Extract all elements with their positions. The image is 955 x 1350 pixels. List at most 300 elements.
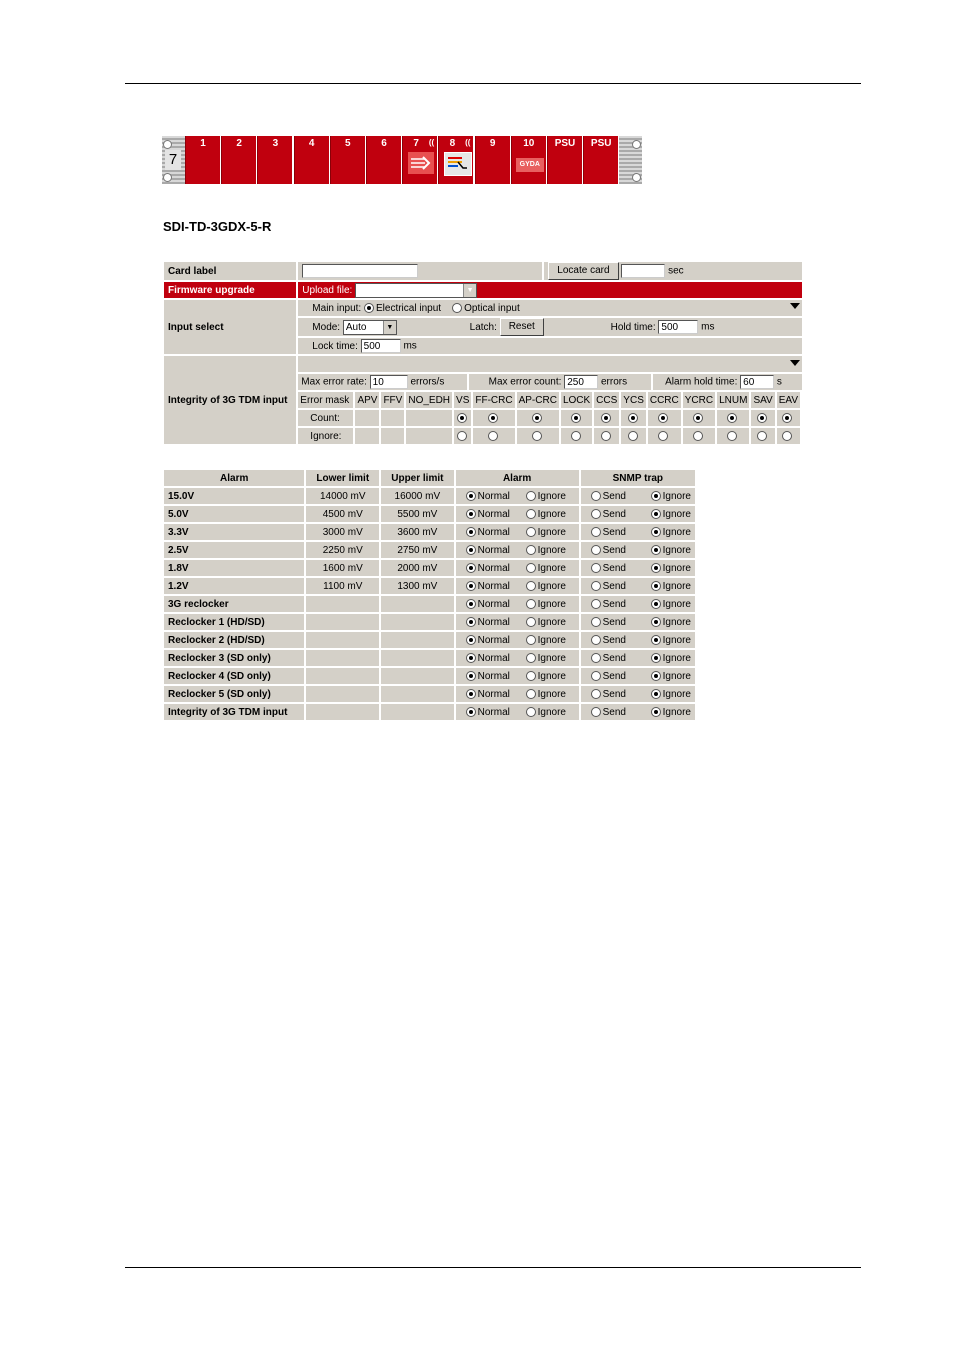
alarm-name: Integrity of 3G TDM input: [163, 703, 305, 721]
mask-cell: [380, 427, 405, 444]
normal-label: Normal: [477, 598, 510, 610]
normal-radio[interactable]: [466, 671, 476, 681]
send-radio[interactable]: [591, 563, 601, 573]
slot-label: PSU: [554, 138, 576, 149]
normal-label: Normal: [477, 616, 510, 628]
card-title: SDI-TD-3GDX-5-R: [163, 219, 272, 234]
alarm-name: 2.5V: [163, 541, 305, 559]
snmp-trap-cell: [580, 523, 696, 541]
rack-slot-5[interactable]: [330, 136, 365, 184]
max-error-count-label: Max error count:: [488, 376, 562, 388]
send-label: Send: [602, 508, 626, 520]
upper-limit: [380, 667, 455, 685]
locate-card-button[interactable]: Locate card: [548, 262, 618, 280]
slot-label: 7: [413, 138, 419, 149]
ignore-radio[interactable]: [526, 527, 536, 537]
ignore-radio[interactable]: [526, 635, 536, 645]
mask-col-eav: EAV: [776, 392, 801, 409]
lower-limit: 1100 mV: [305, 577, 380, 595]
rack-slot-10[interactable]: [511, 136, 546, 184]
card-label-input[interactable]: [302, 264, 418, 278]
snmp-ignore-label: Ignore: [662, 616, 691, 628]
electrical-input-label: Electrical input: [376, 302, 442, 314]
snmp-ignore-radio[interactable]: [651, 707, 661, 717]
optical-input-label: Optical input: [464, 302, 520, 314]
mask-ignore-sav-radio[interactable]: [757, 431, 767, 441]
max-error-rate-input[interactable]: 10: [370, 375, 408, 389]
lower-limit-header: Lower limit: [305, 469, 380, 487]
lower-limit: [305, 631, 380, 649]
snmp-ignore-radio[interactable]: [651, 653, 661, 663]
snmp-ignore-label: Ignore: [662, 652, 691, 664]
integrity-heading: Integrity of 3G TDM input: [163, 355, 297, 445]
table-row: [163, 523, 696, 541]
mask-cell: [647, 409, 682, 427]
mask-cell: [472, 409, 515, 427]
send-radio[interactable]: [591, 671, 601, 681]
normal-radio[interactable]: [466, 509, 476, 519]
ignore-label: Ignore: [537, 580, 566, 592]
alarm-hold-time-input[interactable]: 60: [740, 375, 774, 389]
snmp-trap-cell: [580, 577, 696, 595]
alarm-state-cell: [455, 649, 580, 667]
send-radio[interactable]: [591, 599, 601, 609]
ignore-radio[interactable]: [526, 671, 536, 681]
alarm-state-cell: [455, 505, 580, 523]
upload-file-label: Upload file:: [302, 284, 353, 296]
send-label: Send: [602, 670, 626, 682]
card-label-heading: Card label: [163, 261, 297, 281]
upper-limit: 5500 mV: [380, 505, 455, 523]
rack-slot-7[interactable]: [402, 136, 437, 184]
snmp-ignore-label: Ignore: [662, 562, 691, 574]
snmp-ignore-label: Ignore: [662, 706, 691, 718]
normal-radio[interactable]: [466, 653, 476, 663]
mask-ignore-lock-radio[interactable]: [571, 431, 581, 441]
mask-count-ycrc-radio[interactable]: [693, 413, 703, 423]
send-radio[interactable]: [591, 617, 601, 627]
send-label: Send: [602, 616, 626, 628]
mask-cell: [453, 409, 472, 427]
send-radio[interactable]: [591, 527, 601, 537]
mask-count-ff-crc-radio[interactable]: [488, 413, 498, 423]
mask-ignore-ap-crc-radio[interactable]: [532, 431, 542, 441]
mask-cell: [750, 427, 775, 444]
alarm-state-header: Alarm: [455, 469, 580, 487]
snmp-ignore-radio[interactable]: [651, 491, 661, 501]
mask-ignore-ycrc-radio[interactable]: [693, 431, 703, 441]
alarm-state-cell: [455, 523, 580, 541]
mask-cell: [453, 427, 472, 444]
optical-input-radio[interactable]: [452, 303, 462, 313]
normal-label: Normal: [477, 490, 510, 502]
alarm-name: Reclocker 2 (HD/SD): [163, 631, 305, 649]
mask-cell: [405, 427, 453, 444]
snmp-trap-cell: [580, 559, 696, 577]
send-radio[interactable]: [591, 581, 601, 591]
screw-icon: [163, 173, 172, 182]
mask-col-ycrc: YCRC: [682, 392, 716, 409]
send-radio[interactable]: [591, 689, 601, 699]
send-radio[interactable]: [591, 509, 601, 519]
table-row: [163, 559, 696, 577]
rack-slot-6[interactable]: [366, 136, 401, 184]
mask-col-lock: LOCK: [560, 392, 593, 409]
ignore-label: Ignore: [537, 688, 566, 700]
ignore-radio[interactable]: [526, 653, 536, 663]
slot-label: PSU: [590, 138, 612, 149]
lower-limit: 1600 mV: [305, 559, 380, 577]
mask-cell: [516, 409, 560, 427]
alarm-name: 1.2V: [163, 577, 305, 595]
snmp-trap-cell: [580, 541, 696, 559]
snmp-trap-header: SNMP trap: [580, 469, 696, 487]
alarm-name: Reclocker 1 (HD/SD): [163, 613, 305, 631]
signal-icon: ((: [428, 138, 435, 147]
send-label: Send: [602, 490, 626, 502]
mask-ignore-lnum-radio[interactable]: [727, 431, 737, 441]
ignore-radio[interactable]: [526, 707, 536, 717]
mask-ignore-ccs-radio[interactable]: [601, 431, 611, 441]
ignore-label: Ignore: [537, 598, 566, 610]
alarm-column-header: Alarm: [163, 469, 305, 487]
snmp-ignore-radio[interactable]: [651, 581, 661, 591]
mask-cell: [354, 409, 380, 427]
snmp-ignore-radio[interactable]: [651, 671, 661, 681]
snmp-trap-cell: [580, 505, 696, 523]
send-radio[interactable]: [591, 545, 601, 555]
lower-limit: [305, 685, 380, 703]
lock-time-label: Lock time:: [312, 340, 358, 352]
snmp-trap-cell: [580, 613, 696, 631]
mask-cell: [716, 427, 750, 444]
mask-ignore-eav-radio[interactable]: [782, 431, 792, 441]
header-rule: [125, 83, 861, 84]
normal-radio[interactable]: [466, 689, 476, 699]
mask-count-lnum-radio[interactable]: [727, 413, 737, 423]
alarm-name: 3G reclocker: [163, 595, 305, 613]
mask-ignore-ycs-radio[interactable]: [628, 431, 638, 441]
send-label: Send: [602, 706, 626, 718]
send-label: Send: [602, 544, 626, 556]
rack-ear-right: [619, 136, 642, 184]
table-row: [163, 505, 696, 523]
snmp-trap-cell: [580, 631, 696, 649]
send-radio[interactable]: [591, 635, 601, 645]
ignore-label: Ignore: [537, 544, 566, 556]
mask-col-ccs: CCS: [593, 392, 620, 409]
mask-count-ccrc-radio[interactable]: [658, 413, 668, 423]
mask-cell: [776, 427, 801, 444]
alarm-name: 15.0V: [163, 487, 305, 505]
normal-label: Normal: [477, 580, 510, 592]
ignore-radio[interactable]: [526, 491, 536, 501]
chevron-down-icon: ▼: [383, 321, 396, 334]
slot-label: 2: [236, 138, 242, 149]
mask-col-vs: VS: [453, 392, 472, 409]
upper-limit: 16000 mV: [380, 487, 455, 505]
chevron-down-icon: ▼: [463, 284, 476, 297]
upper-limit: [380, 685, 455, 703]
mask-cell: [560, 427, 593, 444]
mode-label: Mode:: [312, 321, 341, 333]
snmp-ignore-label: Ignore: [662, 688, 691, 700]
hold-time-unit: ms: [701, 321, 715, 333]
alarm-state-cell: [455, 541, 580, 559]
upper-limit-header: Upper limit: [380, 469, 455, 487]
snmp-ignore-radio[interactable]: [651, 509, 661, 519]
mask-cell: [472, 427, 515, 444]
mask-ignore-ff-crc-radio[interactable]: [488, 431, 498, 441]
rack-slot-1[interactable]: [185, 136, 220, 184]
ignore-label: Ignore: [537, 616, 566, 628]
sec-unit: sec: [668, 265, 684, 277]
snmp-ignore-radio[interactable]: [651, 527, 661, 537]
mask-ignore-ccrc-radio[interactable]: [658, 431, 668, 441]
normal-label: Normal: [477, 526, 510, 538]
ignore-label: Ignore: [537, 652, 566, 664]
rack-slot-12[interactable]: [583, 136, 618, 184]
ignore-radio[interactable]: [526, 689, 536, 699]
screw-icon: [632, 173, 641, 182]
alarm-name: 3.3V: [163, 523, 305, 541]
screw-icon: [632, 140, 641, 149]
mode-select[interactable]: [343, 320, 397, 335]
mask-col-ffv: FFV: [380, 392, 405, 409]
mask-count-lock-radio[interactable]: [571, 413, 581, 423]
table-row: [163, 685, 696, 703]
normal-label: Normal: [477, 508, 510, 520]
send-label: Send: [602, 652, 626, 664]
normal-radio[interactable]: [466, 545, 476, 555]
rack-slot-8[interactable]: [438, 136, 473, 184]
mask-cell: [620, 427, 647, 444]
config-table: [162, 260, 804, 446]
rack-slot-2[interactable]: [221, 136, 256, 184]
snmp-ignore-radio[interactable]: [651, 635, 661, 645]
rack-slot-9[interactable]: [475, 136, 510, 184]
normal-radio[interactable]: [466, 707, 476, 717]
upper-limit: [380, 703, 455, 721]
alarm-state-cell: [455, 667, 580, 685]
send-radio[interactable]: [591, 707, 601, 717]
ignore-radio[interactable]: [526, 509, 536, 519]
alarm-hold-time-label: Alarm hold time:: [665, 376, 738, 388]
reset-button[interactable]: Reset: [500, 318, 544, 336]
slot-label: 10: [523, 138, 535, 149]
mask-cell: [354, 427, 380, 444]
snmp-ignore-label: Ignore: [662, 580, 691, 592]
lower-limit: 2250 mV: [305, 541, 380, 559]
electrical-input-radio[interactable]: [364, 303, 374, 313]
normal-label: Normal: [477, 544, 510, 556]
normal-radio[interactable]: [466, 563, 476, 573]
mask-cell: [682, 409, 716, 427]
slot-label: 5: [345, 138, 351, 149]
lock-time-input[interactable]: 500: [361, 339, 401, 353]
upper-limit: 1300 mV: [380, 577, 455, 595]
ignore-label: Ignore: [537, 526, 566, 538]
mask-cell: [593, 409, 620, 427]
lower-limit: [305, 613, 380, 631]
screw-icon: [163, 140, 172, 149]
ignore-label: Ignore: [537, 634, 566, 646]
mask-cell: [647, 427, 682, 444]
send-label: Send: [602, 526, 626, 538]
arrow-module-icon: [408, 152, 434, 174]
mask-count-ccs-radio[interactable]: [601, 413, 611, 423]
mask-ignore-vs-radio[interactable]: [457, 431, 467, 441]
sdi-module-icon: [444, 152, 472, 176]
mask-cell: [776, 409, 801, 427]
mask-count-sav-radio[interactable]: [757, 413, 767, 423]
input-select-heading: Input select: [163, 299, 297, 355]
normal-radio[interactable]: [466, 527, 476, 537]
mask-col-no_edh: NO_EDH: [405, 392, 453, 409]
mode-value: Auto: [345, 321, 367, 333]
upload-file-value: None: [358, 284, 383, 296]
snmp-ignore-radio[interactable]: [651, 545, 661, 555]
mask-cell: [682, 427, 716, 444]
snmp-ignore-radio[interactable]: [651, 689, 661, 699]
alarm-name: 5.0V: [163, 505, 305, 523]
snmp-ignore-radio[interactable]: [651, 563, 661, 573]
normal-radio[interactable]: [466, 599, 476, 609]
send-label: Send: [602, 634, 626, 646]
send-radio[interactable]: [591, 491, 601, 501]
upper-limit: [380, 649, 455, 667]
slot-label: 3: [272, 138, 279, 149]
table-row: [163, 577, 696, 595]
ignore-label: Ignore: [537, 670, 566, 682]
latch-label: Latch:: [469, 321, 497, 333]
rack-slot-3[interactable]: [257, 136, 292, 184]
mask-col-lnum: LNUM: [716, 392, 750, 409]
snmp-trap-cell: [580, 595, 696, 613]
normal-radio[interactable]: [466, 617, 476, 627]
snmp-ignore-radio[interactable]: [651, 617, 661, 627]
snmp-ignore-label: Ignore: [662, 490, 691, 502]
max-error-count-input[interactable]: 250: [564, 375, 598, 389]
table-row: [163, 541, 696, 559]
alarm-state-cell: [455, 685, 580, 703]
ignore-radio[interactable]: [526, 599, 536, 609]
alarm-state-cell: [455, 703, 580, 721]
mask-cell: [516, 427, 560, 444]
mask-cell: [716, 409, 750, 427]
upper-limit: [380, 631, 455, 649]
table-row: [163, 613, 696, 631]
table-row: [163, 631, 696, 649]
slot-label: 6: [381, 138, 387, 149]
lower-limit: 4500 mV: [305, 505, 380, 523]
mask-count-ycs-radio[interactable]: [628, 413, 638, 423]
alarm-state-cell: [455, 487, 580, 505]
lower-limit: [305, 595, 380, 613]
mask-col-ccrc: CCRC: [647, 392, 682, 409]
mask-count-eav-radio[interactable]: [782, 413, 792, 423]
ignore-radio[interactable]: [526, 617, 536, 627]
mask-col-ycs: YCS: [620, 392, 647, 409]
mask-count-vs-radio[interactable]: [457, 413, 467, 423]
alarm-state-cell: [455, 613, 580, 631]
upload-file-select[interactable]: [355, 283, 477, 298]
rack-slot-4[interactable]: [294, 136, 329, 184]
mask-col-apv: APV: [354, 392, 380, 409]
send-label: Send: [602, 562, 626, 574]
mask-count-ap-crc-radio[interactable]: [532, 413, 542, 423]
lower-limit: 3000 mV: [305, 523, 380, 541]
lock-time-unit: ms: [403, 340, 417, 352]
table-row: [163, 667, 696, 685]
slot-label: 4: [308, 138, 315, 149]
rack-slot-11[interactable]: [547, 136, 582, 184]
normal-radio[interactable]: [466, 635, 476, 645]
ignore-radio[interactable]: [526, 581, 536, 591]
snmp-ignore-label: Ignore: [662, 598, 691, 610]
error-mask-table: [298, 392, 802, 444]
snmp-ignore-radio[interactable]: [651, 599, 661, 609]
gyda-module-icon: GYDA: [516, 158, 544, 172]
locate-seconds-input[interactable]: [621, 264, 665, 278]
alarm-name: Reclocker 5 (SD only): [163, 685, 305, 703]
mask-cell: [560, 409, 593, 427]
hold-time-label: Hold time:: [610, 321, 656, 333]
alarm-state-cell: [455, 559, 580, 577]
send-label: Send: [602, 598, 626, 610]
main-input-label: Main input:: [312, 302, 362, 314]
collapse-arrow-icon[interactable]: [790, 360, 800, 366]
normal-label: Normal: [477, 670, 510, 682]
snmp-trap-cell: [580, 703, 696, 721]
alarm-name: 1.8V: [163, 559, 305, 577]
snmp-ignore-label: Ignore: [662, 670, 691, 682]
alarm-name: Reclocker 4 (SD only): [163, 667, 305, 685]
lower-limit: [305, 703, 380, 721]
max-error-rate-label: Max error rate:: [301, 376, 367, 388]
alarm-name: Reclocker 3 (SD only): [163, 649, 305, 667]
hold-time-input[interactable]: 500: [658, 320, 698, 334]
snmp-ignore-label: Ignore: [662, 544, 691, 556]
snmp-trap-cell: [580, 487, 696, 505]
normal-label: Normal: [477, 634, 510, 646]
slot-label: 9: [489, 138, 496, 149]
ignore-radio[interactable]: [526, 545, 536, 555]
snmp-trap-cell: [580, 649, 696, 667]
normal-radio[interactable]: [466, 581, 476, 591]
alarm-state-cell: [455, 577, 580, 595]
slot-label: 1: [200, 138, 206, 149]
normal-radio[interactable]: [466, 491, 476, 501]
send-radio[interactable]: [591, 653, 601, 663]
upper-limit: 2000 mV: [380, 559, 455, 577]
ignore-radio[interactable]: [526, 563, 536, 573]
normal-label: Normal: [477, 688, 510, 700]
collapse-arrow-icon[interactable]: [790, 303, 800, 309]
signal-icon: ((: [465, 138, 471, 147]
table-row: [163, 595, 696, 613]
lower-limit: 14000 mV: [305, 487, 380, 505]
rack-number: 7: [165, 150, 181, 170]
upper-limit: 3600 mV: [380, 523, 455, 541]
mask-cell: [380, 409, 405, 427]
upper-limit: 2750 mV: [380, 541, 455, 559]
slot-label: 8: [449, 138, 456, 149]
footer-rule: [125, 1267, 861, 1268]
mask-cell: [620, 409, 647, 427]
ignore-label: Ignore: [537, 490, 566, 502]
alarm-state-cell: [455, 631, 580, 649]
